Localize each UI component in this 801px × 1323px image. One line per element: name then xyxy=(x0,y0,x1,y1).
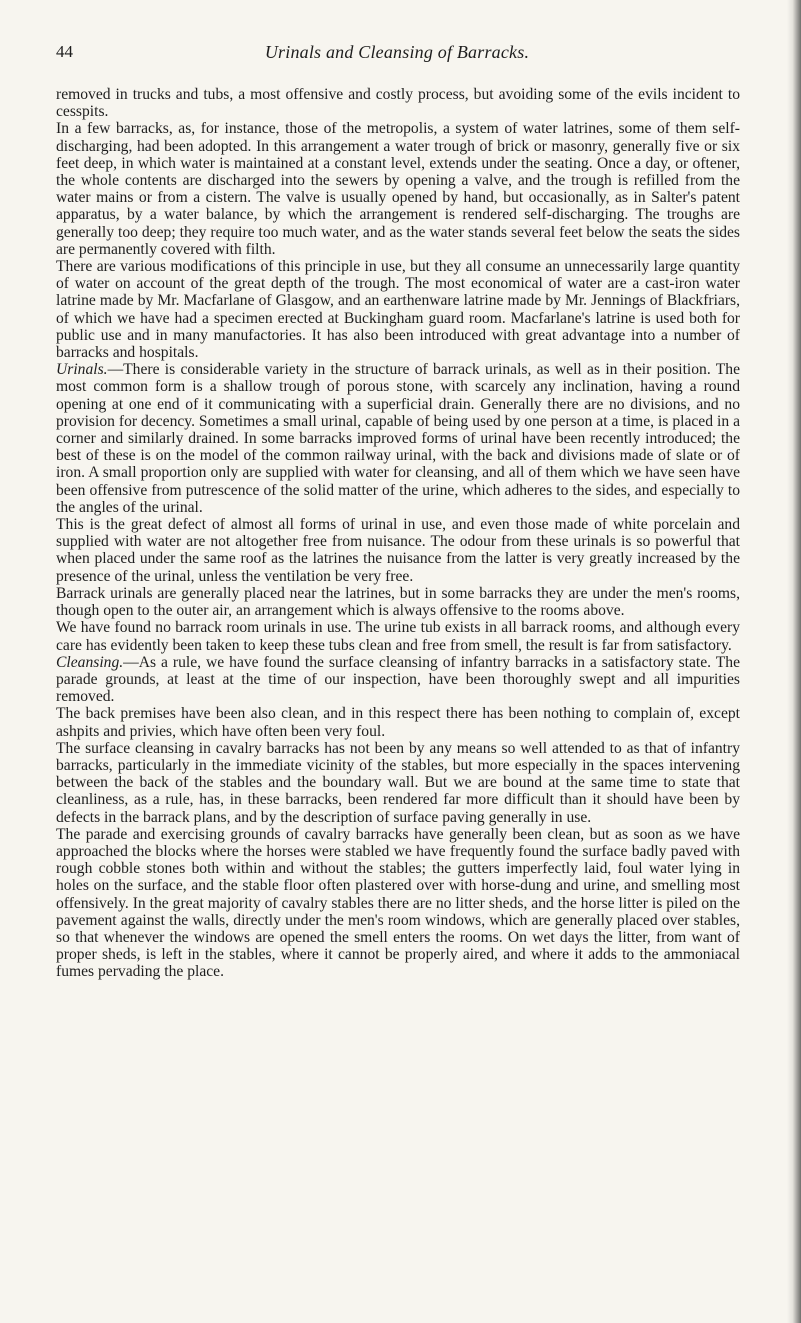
paragraph xyxy=(56,516,740,585)
paragraph xyxy=(56,258,740,361)
paragraph xyxy=(56,585,740,619)
paragraph xyxy=(56,120,740,258)
paragraph xyxy=(56,86,740,120)
body-text xyxy=(56,86,740,981)
page-header xyxy=(56,42,738,66)
paragraph-text: The back premises have been also clean, and in this respect there has been nothing to complain of, except ashpits and privies, which have often been very foul. xyxy=(56,705,740,740)
section-heading-urinals: Urinals. xyxy=(56,361,108,379)
paragraph xyxy=(56,654,740,706)
paragraph-text: We have found no barrack room urinals in use. The urine tub exists in all barrack rooms, and although every care has evidently been taken to keep these tubs clean and free from smell, the result is far from satisfactory. xyxy=(56,619,740,654)
paragraph-text: In a few barracks, as, for instance, those of the metropolis, a system of water latrines, some of them self-discharging, had been adopted. In this arrangement a water trough of brick or masonry, generally five or six feet deep, in which water is maintained at a constant level, extends under the seating. Once a day, or oftener, the whole contents are discharged into the sewers by opening a valve, and the trough is refilled from the water mains or from a cistern. The valve is usually opened by hand, but occasionally, as in Salter's patent apparatus, by a water balance, by which the arrangement is rendered self-discharging. The troughs are generally too deep; they require too much water, and as the water stands several feet below the seats the sides are permanently covered with filth. xyxy=(56,120,740,258)
paragraph-text: There are various modifications of this principle in use, but they all consume an unnecessarily large quantity of water on account of the great depth of the trough. The most economical of water are a cast-iron water latrine made by Mr. Macfarlane of Glasgow, and an earthenware latrine made by Mr. Jennings of Blackfriars, of which we have had a specimen erected at Buckingham guard room. Macfarlane's latrine is used both for public use and in many manufactories. It has also been introduced with great advantage into a number of barracks and hospitals. xyxy=(56,258,740,362)
paragraph xyxy=(56,361,740,516)
paragraph-text: The surface cleansing in cavalry barracks has not been by any means so well attended to as that of infantry barracks, particularly in the immediate vicinity of the stables, but more especially in the spaces intervening between the back of the stables and the boundary wall. But we are bound at the same time to state that cleanliness, as a rule, has, in these barracks, been rendered far more difficult than it should have been by defects in the barrack plans, and by the description of surface paving generally in use. xyxy=(56,739,740,826)
paragraph-text: The parade and exercising grounds of cavalry barracks have generally been clean, but as soon as we have approached the blocks where the horses were stabled we have frequently found the surface badly paved with rough cobble stones both within and without the stables; the gutters imperfectly laid, foul water lying in holes on the surface, and the stable floor often plastered over with horse-dung and urine, and smelling most offensively. In the great majority of cavalry stables there are no litter sheds, and the horse litter is piled on the pavement against the walls, directly under the men's room windows, which are generally placed over stables, so that whenever the windows are opened the smell enters the rooms. On wet days the litter, from want of proper sheds, is left in the stables, where it cannot be properly aired, and where it adds to the ammoniacal fumes pervading the place. xyxy=(56,825,740,981)
paragraph-text: removed in trucks and tubs, a most offensive and costly process, but avoiding some of the evils incident to cesspits. xyxy=(56,86,740,121)
paragraph xyxy=(56,705,740,739)
section-heading-cleansing: Cleansing. xyxy=(56,653,124,671)
paragraph-text: —As a rule, we have found the surface cleansing of infantry barracks in a satisfactory state. The parade grounds, at least at the time of our inspection, have been thoroughly swept and all impurities removed. xyxy=(56,653,740,706)
paragraph xyxy=(56,740,740,826)
paragraph-text: This is the great defect of almost all forms of urinal in use, and even those made of white porcelain and supplied with water are not altogether free from nuisance. The odour from these urinals is so powerful that when placed under the same roof as the latrines the nuisance from the latter is very greatly increased by the presence of the urinal, unless the ventilation be very free. xyxy=(56,516,740,585)
paragraph-text: —There is considerable variety in the structure of barrack urinals, as well as in their position. The most common form is a shallow trough of porous stone, with scarcely any inclination, having a round opening at one end of it communicating with a superficial drain. Generally there are no divisions, and no provision for decency. Sometimes a small urinal, capable of being used by one person at a time, is placed in a corner and similarly drained. In some barracks improved forms of urinal have been recently introduced; the best of these is on the model of the common railway urinal, with the back and divisions made of slate or of iron. A small proportion only are supplied with water for cleansing, and all of them which we have seen have been offensive from putrescence of the solid matter of the urine, which adheres to the sides, and especially to the angles of the urinal. xyxy=(56,361,740,516)
paragraph-text: Barrack urinals are generally placed near the latrines, but in some barracks they are under the men's rooms, though open to the outer air, an arrangement which is always offensive to the rooms above. xyxy=(56,584,740,620)
page-edge-shadow xyxy=(787,0,801,1323)
page-number: 44 xyxy=(56,42,73,61)
paragraph xyxy=(56,619,740,653)
paragraph xyxy=(56,826,740,981)
running-title: Urinals and Cleansing of Barracks. xyxy=(264,42,530,62)
